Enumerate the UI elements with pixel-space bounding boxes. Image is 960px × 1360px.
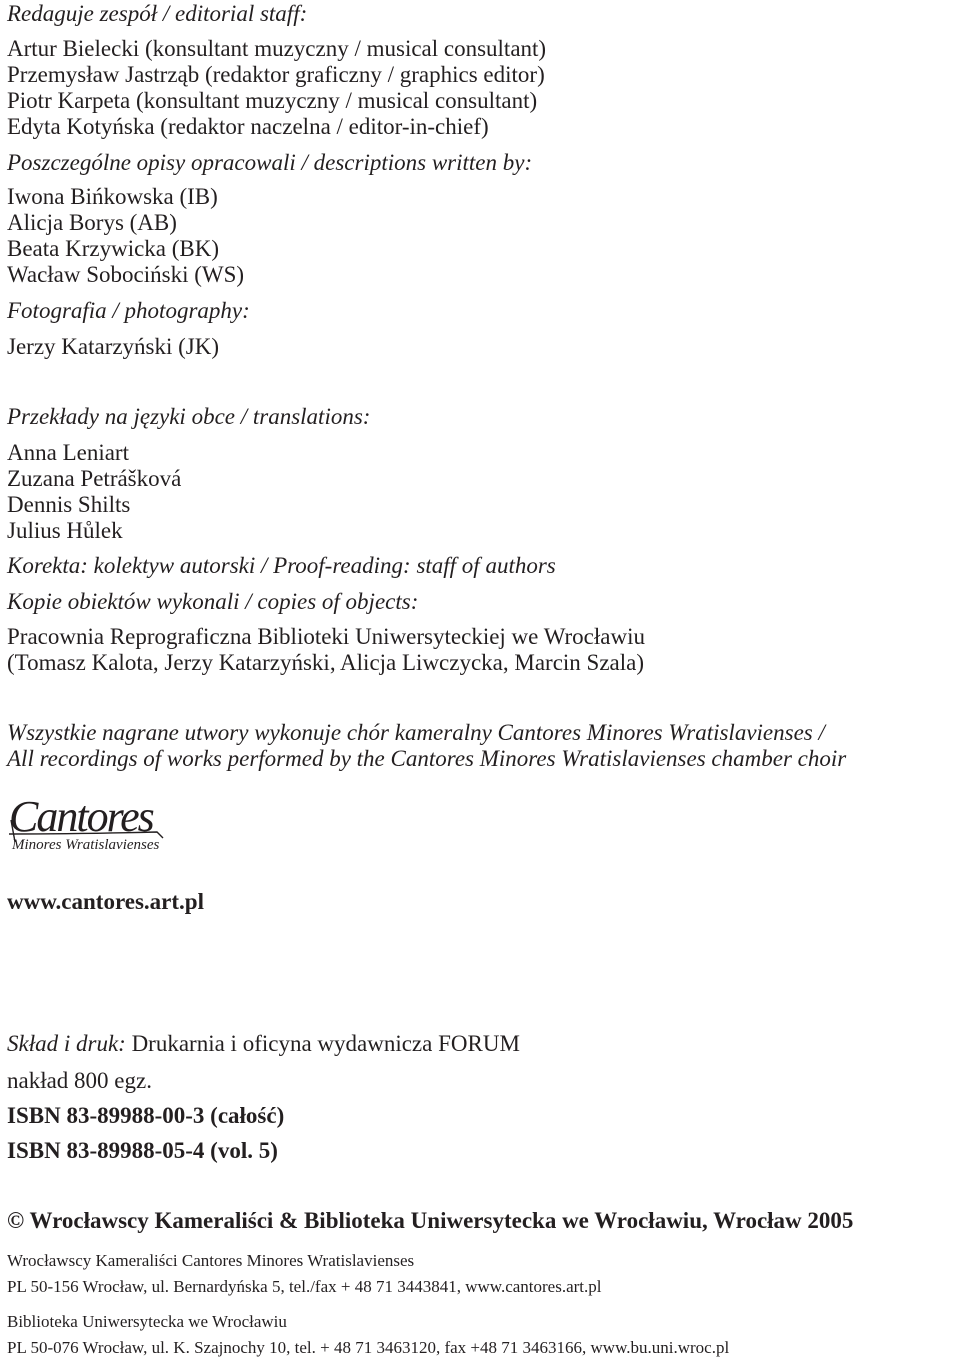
address-line: PL 50-076 Wrocław, ul. K. Szajnochy 10, tel. + 48 71 3463120, fax +48 71 3463166, www.bu.uni.wroc.pl [7,1338,730,1357]
editorial-heading: Redaguje zespół / editorial staff: [7,1,308,26]
photographer-name: Jerzy Katarzyński (JK) [7,334,220,359]
editorial-member: Piotr Karpeta (konsultant muzyczny / musical consultant) [7,88,538,113]
proofreading-line: Korekta: kolektyw autorski / Proof-reading: staff of authors [7,553,556,578]
logo-subtitle: Minores Wratislavienses [12,837,160,853]
editorial-member: Edyta Kotyńska (redaktor naczelna / editor-in-chief) [7,114,489,139]
descriptions-heading: Poszczególne opisy opracowali / descriptions written by: [7,150,533,175]
cantores-logo [7,792,162,856]
isbn-line: ISBN 83-89988-05-4 (vol. 5) [7,1138,278,1163]
copies-line: Pracownia Reprograficzna Biblioteki Uniwersyteckiej we Wrocławiu [7,624,645,649]
address-line: Biblioteka Uniwersytecka we Wrocławiu [7,1312,287,1331]
address-line: PL 50-156 Wrocław, ul. Bernardyńska 5, tel./fax + 48 71 3443841, www.cantores.art.pl [7,1277,602,1296]
recordings-line: Wszystkie nagrane utwory wykonuje chór kameralny Cantores Minores Wratislavienses / [7,720,825,745]
description-author: Alicja Borys (AB) [7,210,177,235]
copyright-line: © Wrocławscy Kameraliści & Biblioteka Uniwersytecka we Wrocławiu, Wrocław 2005 [7,1208,854,1233]
translator-name: Dennis Shilts [7,492,131,517]
printing-label: Skład i druk: [7,1031,126,1056]
editorial-member: Przemysław Jastrząb (redaktor graficzny / graphics editor) [7,62,545,87]
isbn-line: ISBN 83-89988-00-3 (całość) [7,1103,285,1128]
copies-line: (Tomasz Kalota, Jerzy Katarzyński, Alicja Liwczycka, Marcin Szala) [7,650,645,675]
translator-name: Zuzana Petrášková [7,466,182,491]
description-author: Beata Krzywicka (BK) [7,236,220,261]
website-link[interactable]: www.cantores.art.pl [7,889,204,914]
logo-wordmark: Cantores [9,792,153,841]
translations-heading: Przekłady na języki obce / translations: [7,404,371,429]
photography-heading: Fotografia / photography: [7,298,250,323]
description-author: Iwona Bińkowska (IB) [7,184,218,209]
editorial-member: Artur Bielecki (konsultant muzyczny / musical consultant) [7,36,547,61]
translator-name: Anna Leniart [7,440,129,465]
translator-name: Julius Hůlek [7,518,123,543]
address-line: Wrocławscy Kameraliści Cantores Minores Wratislavienses [7,1251,415,1270]
print-run: nakład 800 egz. [7,1068,152,1093]
copies-heading: Kopie obiektów wykonali / copies of objects: [7,589,419,614]
printing-value: Drukarnia i oficyna wydawnicza FORUM [125,1031,520,1056]
recordings-line: All recordings of works performed by the Cantores Minores Wratislavienses chamber choir [7,746,847,771]
printing-line [7,1031,520,1057]
description-author: Wacław Sobociński (WS) [7,262,245,287]
